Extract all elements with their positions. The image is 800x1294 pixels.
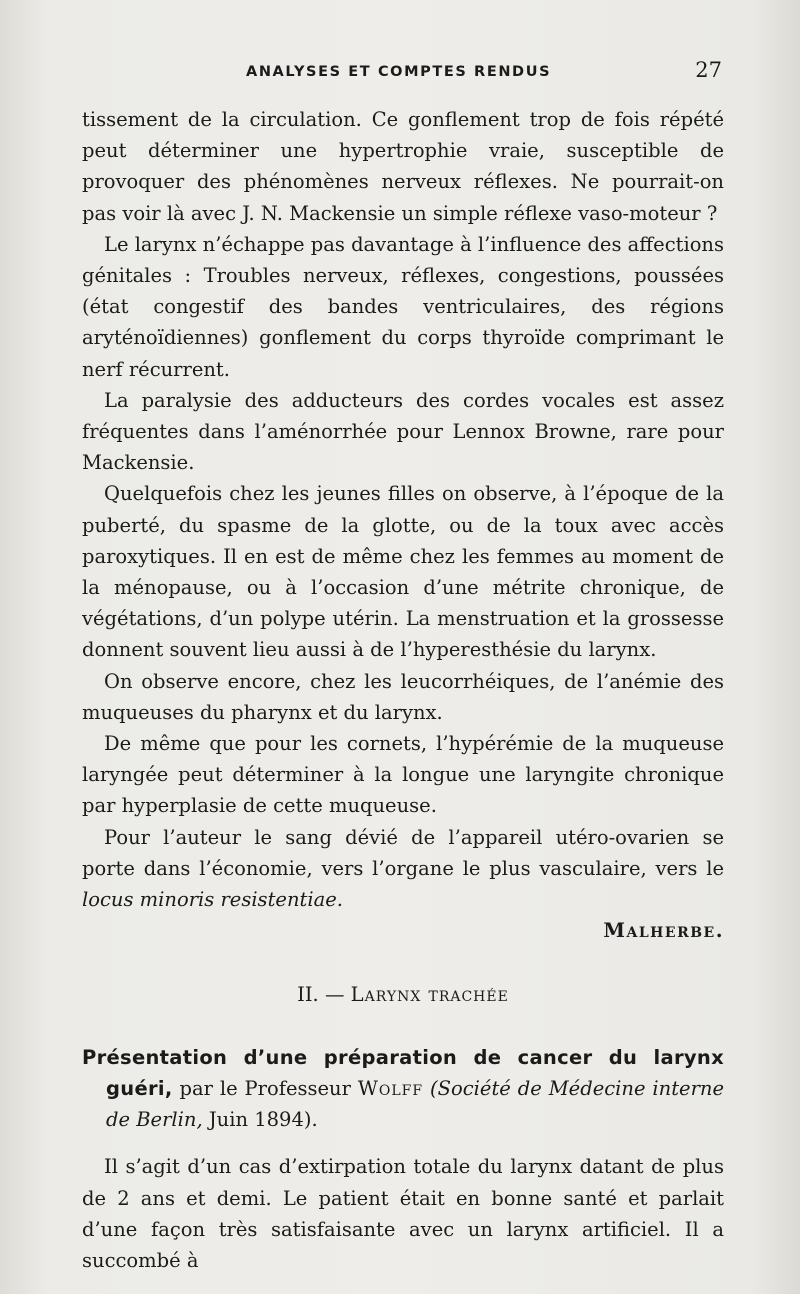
paragraph: La paralysie des adducteurs des cordes vocales est assez fréquentes dans l’aménorrhée pour Lennox Browne, rare pour Mackensie. xyxy=(82,388,724,475)
paragraph-text: Pour l’auteur le sang dévié de l’appareil utéro-ovarien se porte dans l’économie, vers l’organe le plus vasculaire, vers le xyxy=(82,825,724,880)
article-title: Présentation d’une préparation de cancer du larynx guéri, xyxy=(82,1045,724,1100)
paragraph: tissement de la circulation. Ce gonflement trop de fois répété peut déterminer une hypertrophie vraie, susceptible de provoquer des phénomènes nerveux réflexes. Ne pourrait-on pas voir là avec J. N. Mackensie un simple réflexe vaso-moteur ? xyxy=(82,108,724,225)
paragraph: De même que pour les cornets, l’hypérémie de la muqueuse laryngée peut déterminer à la longue une laryngite chronique par hyperplasie de cette muqueuse. xyxy=(82,732,724,818)
section-heading xyxy=(82,979,724,1010)
paragraph: Quelquefois chez les jeunes filles on observe, à l’époque de la puberté, du spasme de la glotte, ou de la toux avec accès paroxytiques. Il en est de même chez les femmes au moment de la ménopause, ou à l’occasion d’une métrite chronique, de végétations, d’un polype utérin. La menstruation et la grossesse donnent souvent lieu aussi à de l’hyperesthésie du larynx. xyxy=(82,482,724,662)
paragraph: On observe encore, chez les leucorrhéiques, de l’anémie des muqueuses du pharynx et du larynx. xyxy=(82,669,724,724)
latin-phrase: locus minoris resistentiae. xyxy=(82,888,343,912)
article-date: Juin 1894). xyxy=(202,1108,318,1132)
article-source: (Société de Médecine interne de Berlin, xyxy=(106,1076,725,1132)
article-author: Wolff xyxy=(357,1076,424,1100)
paragraph: Le larynx n’échappe pas davantage à l’influence des affections génitales : Troubles nerveux, réflexes, congestions, poussées (état congestif des bandes ventriculaires, des régions aryténoïdiennes) gonflement du corps thyroïde comprimant le nerf récurrent. xyxy=(82,232,724,381)
author-signature: Malherbe. xyxy=(603,919,724,943)
paragraph xyxy=(82,822,724,916)
body-text xyxy=(82,104,724,1276)
page-number: 27 xyxy=(695,58,722,82)
page-header xyxy=(82,58,722,88)
running-head: ANALYSES ET COMPTES RENDUS xyxy=(246,64,552,80)
article-by: par le Professeur xyxy=(172,1076,358,1100)
paragraph: Il s’agit d’un cas d’extirpation totale du larynx datant de plus de 2 ans et demi. Le patient était en bonne santé et parlait d’une façon très satisfaisante avec un larynx artificiel. Il a succombé à xyxy=(82,1155,724,1272)
section-number: II. — xyxy=(297,983,351,1007)
article-heading xyxy=(82,1042,724,1136)
section-title: Larynx trachée xyxy=(350,983,509,1007)
